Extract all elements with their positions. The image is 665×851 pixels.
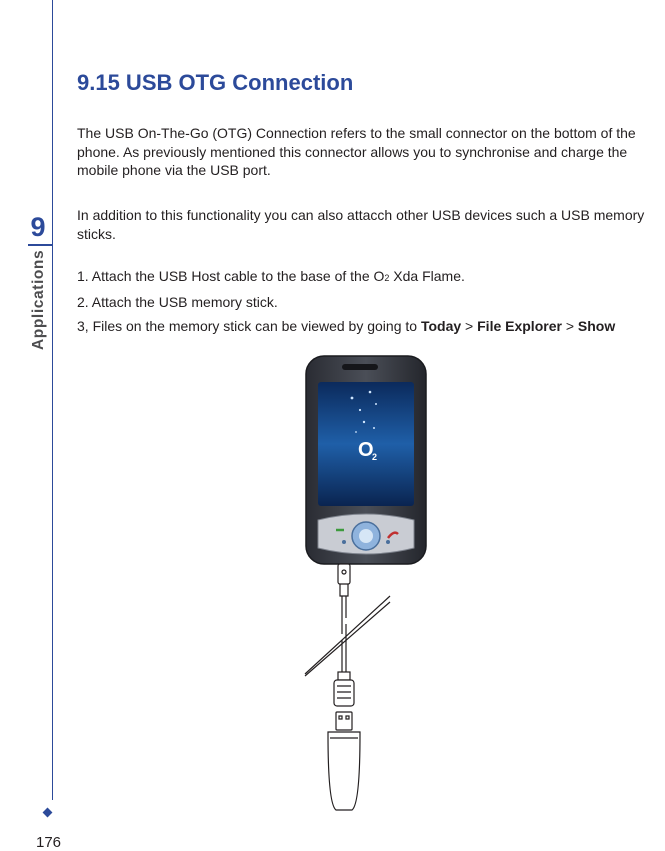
step-1: 1. Attach the USB Host cable to the base of the O2 Xda Flame. (77, 268, 465, 284)
chapter-label: Applications (30, 249, 47, 350)
intro-paragraph: The USB On-The-Go (OTG) Connection refers to the small connector on the bottom of the phone. As previously mentioned this connector allows you to synchronise and charge the mobile phone via the USB port. (77, 125, 636, 178)
file-explorer-menu-label: File Explorer (477, 318, 562, 334)
page-marker-icon (43, 808, 53, 818)
margin-rule (52, 0, 53, 800)
chapter-number: 9 (30, 212, 46, 242)
usb-memory-stick-icon (328, 712, 360, 810)
step-3: 3, Files on the memory stick can be viewed by going to Today > File Explorer > Show (77, 318, 616, 334)
usb-host-cable (305, 564, 390, 706)
usb-otg-diagram (290, 352, 430, 822)
page-number: 176 (36, 834, 62, 851)
usb-otg-illustration (290, 352, 430, 827)
today-menu-label: Today (420, 318, 462, 334)
chapter-tab-underline (28, 244, 52, 246)
o2-logo: O (358, 439, 374, 461)
functionality-paragraph: In addition to this functionality you can also attacch other USB devices such a USB memory sticks. (77, 207, 645, 242)
step-2: 2. Attach the USB memory stick. (77, 294, 278, 310)
svg-text:2: 2 (372, 452, 378, 462)
section-title: 9.15 USB OTG Connection (77, 70, 354, 95)
phone-icon (306, 356, 426, 564)
show-menu-label: Show (577, 318, 616, 334)
